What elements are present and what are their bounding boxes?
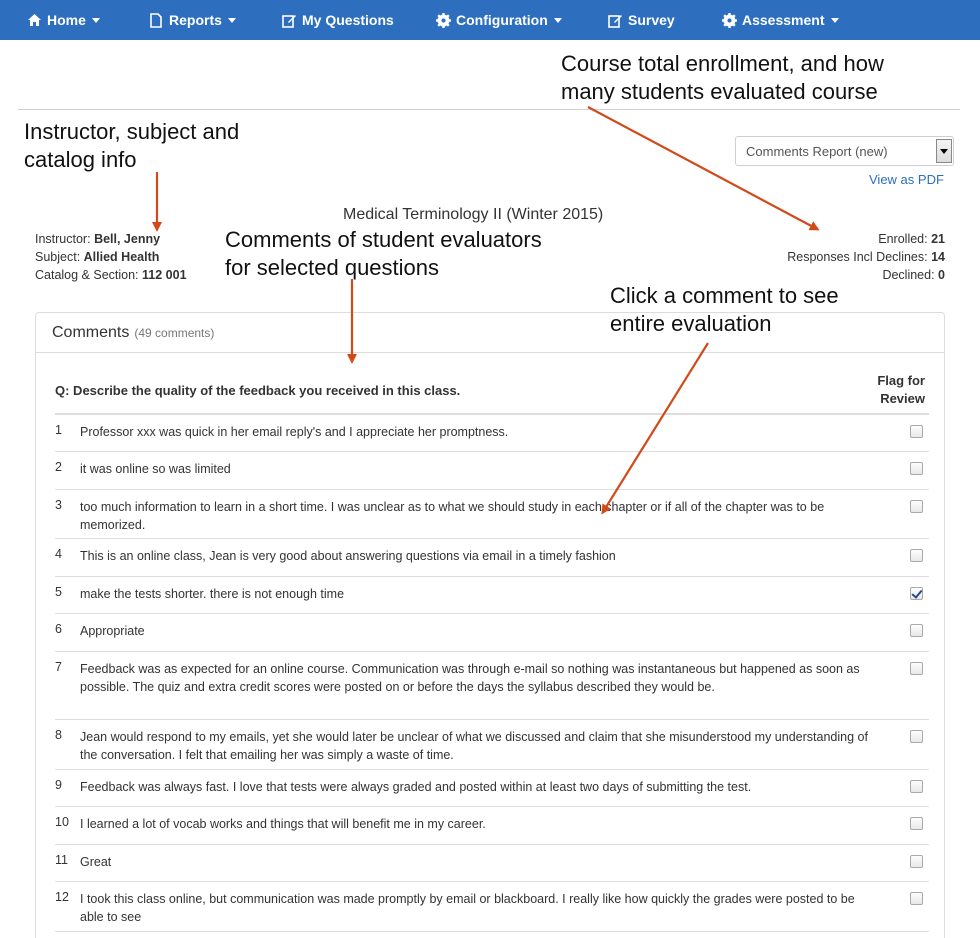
nav-my-questions[interactable]: [281, 0, 394, 40]
declined-label: Declined:: [882, 268, 935, 282]
instructor-info: [35, 230, 187, 284]
select-dropdown-button[interactable]: [936, 139, 952, 163]
comment-number: 1: [55, 423, 62, 437]
annotation-instructor: [24, 118, 239, 174]
top-navbar: [0, 0, 980, 40]
annotation-line: many students evaluated course: [561, 79, 878, 104]
flag-review-checkbox[interactable]: [910, 462, 923, 475]
comment-text[interactable]: I took this class online, but communication was made promptly by email or blackboard. I really like how quickly the grades were posted to be able to see: [80, 892, 855, 924]
panel-title: Comments: [52, 323, 130, 341]
annotation-line: for selected questions: [225, 255, 440, 280]
flag-review-checkbox[interactable]: [910, 780, 923, 793]
catalog-value: 112 001: [142, 268, 187, 282]
nav-my-questions-label: My Questions: [302, 12, 394, 28]
declined-value: 0: [938, 268, 945, 282]
responses-value: 14: [931, 250, 945, 264]
comment-text[interactable]: Professor xxx was quick in her email reply's and I appreciate her promptness.: [80, 425, 509, 439]
comment-number: 10: [55, 815, 69, 829]
flag-review-checkbox[interactable]: [910, 730, 923, 743]
catalog-label: Catalog & Section:: [35, 268, 139, 282]
course-title: Medical Terminology II (Winter 2015): [343, 206, 604, 223]
comment-text[interactable]: Feedback was as expected for an online course. Communication was through e-mail so nothing was instantaneous but happened as soon as possible. The quiz and extra credit scores were posted on or before the days the syllabus described they would be.: [80, 662, 860, 694]
comment-text[interactable]: make the tests shorter. there is not enough time: [80, 587, 345, 601]
flag-column-header: [877, 372, 925, 408]
document-icon: [148, 12, 164, 28]
annotation-line: Instructor, subject and: [24, 119, 240, 144]
comment-number: 3: [55, 498, 62, 512]
view-as-pdf-link[interactable]: View as PDF: [869, 172, 944, 187]
comment-number: 7: [55, 660, 62, 674]
comment-row[interactable]: [55, 452, 929, 490]
comment-number: 11: [55, 853, 68, 867]
comment-text[interactable]: Great: [80, 855, 112, 869]
nav-home-label: Home: [47, 12, 86, 28]
instructor-label: Instructor:: [35, 232, 91, 246]
flag-review-checkbox[interactable]: [910, 587, 923, 600]
responses-label: Responses Incl Declines:: [787, 250, 928, 264]
arrow-enrollment: [588, 107, 817, 229]
report-select[interactable]: [735, 136, 954, 166]
comment-text[interactable]: Jean would respond to my emails, yet she would later be unclear of what we discussed and claim that she misunderstood my understanding of the conversation. I felt that emailing her was simply a waste of time.: [80, 730, 868, 762]
comment-number: 9: [55, 778, 62, 792]
comment-text[interactable]: Appropriate: [80, 624, 145, 638]
comment-row[interactable]: [55, 652, 929, 720]
chevron-down-icon: [940, 149, 948, 154]
comment-row[interactable]: [55, 807, 929, 845]
flag-review-checkbox[interactable]: [910, 817, 923, 830]
subject-label: Subject:: [35, 250, 81, 264]
enrollment-info: [787, 230, 945, 284]
subject-value: Allied Health: [83, 250, 160, 264]
flag-header-line: Flag for: [877, 373, 925, 388]
comment-row[interactable]: [55, 770, 929, 807]
annotation-line: Comments of student evaluators: [225, 227, 542, 252]
comment-text[interactable]: This is an online class, Jean is very good about answering questions via email in a timely fashion: [80, 549, 616, 563]
edit-icon: [607, 12, 623, 28]
comment-text[interactable]: too much information to learn in a short time. I was unclear as to what we should study in each chapter or if all of the chapter was to be memorized.: [80, 500, 825, 532]
comment-count: (49 comments): [134, 325, 215, 340]
home-icon: [26, 12, 42, 28]
comment-row[interactable]: [55, 882, 929, 932]
comment-row[interactable]: [55, 614, 929, 652]
comment-row[interactable]: [55, 720, 929, 770]
comment-row[interactable]: [55, 539, 929, 577]
nav-reports-label: Reports: [169, 12, 222, 28]
flag-review-checkbox[interactable]: [910, 500, 923, 513]
comment-row[interactable]: [55, 415, 929, 452]
chevron-down-icon: [831, 18, 839, 23]
nav-configuration[interactable]: [435, 0, 562, 40]
nav-assessment[interactable]: [721, 0, 839, 40]
divider: [18, 109, 960, 110]
nav-assessment-label: Assessment: [742, 12, 825, 28]
nav-reports[interactable]: [148, 0, 236, 40]
nav-configuration-label: Configuration: [456, 12, 548, 28]
question-text: Q: Describe the quality of the feedback you received in this class.: [55, 383, 461, 398]
enrolled-label: Enrolled:: [878, 232, 928, 246]
edit-icon: [281, 12, 297, 28]
gear-icon: [435, 12, 451, 28]
nav-home[interactable]: [26, 0, 100, 40]
flag-review-checkbox[interactable]: [910, 425, 923, 438]
comment-row[interactable]: [55, 845, 929, 882]
annotation-line: Click a comment to see: [610, 283, 839, 308]
annotation-comments: [225, 226, 542, 282]
question-header: [55, 372, 929, 415]
chevron-down-icon: [228, 18, 236, 23]
flag-review-checkbox[interactable]: [910, 892, 923, 905]
comment-text[interactable]: I learned a lot of vocab works and things that will benefit me in my career.: [80, 817, 486, 831]
annotation-enrollment: [561, 50, 884, 106]
comment-number: 4: [55, 547, 62, 561]
comment-number: 6: [55, 622, 62, 636]
flag-review-checkbox[interactable]: [910, 549, 923, 562]
chevron-down-icon: [554, 18, 562, 23]
flag-header-line: Review: [880, 391, 925, 406]
comment-text[interactable]: Feedback was always fast. I love that tests were always graded and posted within at least two days of submitting the test.: [80, 780, 752, 794]
comment-number: 12: [55, 890, 69, 904]
flag-review-checkbox[interactable]: [910, 855, 923, 868]
comment-number: 2: [55, 460, 62, 474]
annotation-line: catalog info: [24, 147, 137, 172]
flag-review-checkbox[interactable]: [910, 662, 923, 675]
comment-text[interactable]: it was online so was limited: [80, 462, 231, 476]
chevron-down-icon: [92, 18, 100, 23]
annotation-line: entire evaluation: [610, 311, 772, 336]
report-select-value: Comments Report (new): [746, 143, 888, 159]
comment-row[interactable]: [55, 490, 929, 539]
annotation-line: Course total enrollment, and how: [561, 51, 884, 76]
flag-review-checkbox[interactable]: [910, 624, 923, 637]
enrolled-value: 21: [931, 232, 945, 246]
comment-number: 5: [55, 585, 62, 599]
comment-row[interactable]: [55, 577, 929, 614]
nav-survey-label: Survey: [628, 12, 675, 28]
instructor-value: Bell, Jenny: [94, 232, 161, 246]
gear-icon: [721, 12, 737, 28]
nav-survey[interactable]: [607, 0, 675, 40]
comment-number: 8: [55, 728, 62, 742]
panel-header: [36, 313, 944, 353]
